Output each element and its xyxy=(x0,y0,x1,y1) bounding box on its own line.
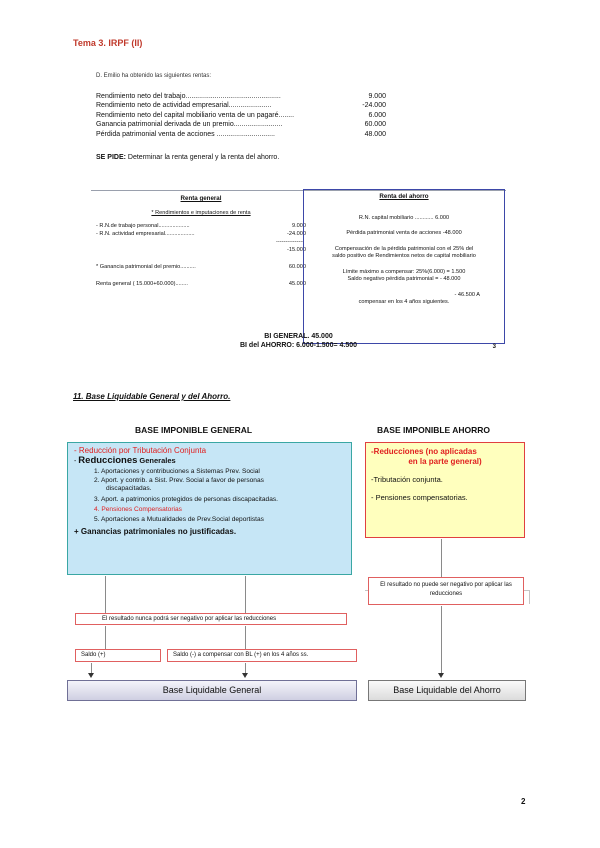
reduccion-item: 5. Aportaciones a Mutualidades de Prev.Social deportistas xyxy=(94,516,264,523)
exercise-summary xyxy=(91,332,506,350)
renta-general-row: - R.N.de trabajo personal.................... 9.000 xyxy=(96,223,306,229)
exercise-intro: D. Emilio ha obtenido las siguientes rentas: xyxy=(96,73,212,79)
renta-ahorro-line: Pérdida patrimonial venta de acciones -48.000 xyxy=(346,230,462,236)
renta-ahorro-line: Límite máximo a compensar: 25%(6.000) = 1.500 xyxy=(342,268,466,275)
note-ahorro-no-negativo: El resultado no puede ser negativo por aplicar las reducciones xyxy=(368,577,524,605)
reducciones-generales: - Reducciones Generales xyxy=(74,455,176,466)
arrow-down-icon xyxy=(438,673,444,678)
renta-general-ganancia: * Ganancia patrimonial del premio.......... 60.000 xyxy=(96,264,306,270)
arrow-down-icon xyxy=(88,673,94,678)
connector-line xyxy=(441,606,442,676)
renta-general-panel xyxy=(96,195,306,288)
ganancias-no-justificadas: + Ganancias patrimoniales no justificadas. xyxy=(74,527,237,536)
header-base-imponible-ahorro: BASE IMPONIBLE AHORRO xyxy=(377,425,491,435)
reduccion-item: 3. Aport. a patrimonios protegidos de personas discapacitadas. xyxy=(94,496,279,503)
general-box xyxy=(67,442,352,575)
connector-line xyxy=(105,626,106,649)
connector-line xyxy=(105,576,106,613)
exercise-question: SE PIDE: Determinar la renta general y la renta del ahorro. xyxy=(96,154,280,161)
renta-general-title: Renta general xyxy=(180,195,222,202)
reduccion-item: 4. Pensiones Compensatorias xyxy=(94,506,182,513)
renta-ahorro-line: Compensación de la pérdida patrimonial con el 25% del xyxy=(334,245,474,252)
header-base-imponible-general: BASE IMPONIBLE GENERAL xyxy=(135,425,253,435)
connector-line xyxy=(441,539,442,577)
income-line: Rendimiento neto del capital mobiliario venta de un pagaré........ 6.000 xyxy=(96,111,386,119)
note-general-no-negativo: El resultado nunca podrá ser negativo por aplicar las reducciones xyxy=(75,613,347,625)
renta-ahorro-panel xyxy=(303,189,505,344)
saldo-positivo: Saldo (+) xyxy=(75,649,161,662)
exercise-slide xyxy=(91,70,506,355)
income-line: Rendimiento neto de actividad empresarial...................... -24.000 xyxy=(96,102,386,110)
connector-line xyxy=(245,576,246,613)
renta-general-subtotal: -15.000 xyxy=(287,247,306,253)
renta-general-dashes: --------------- xyxy=(276,239,304,245)
exercise-income-list xyxy=(96,92,386,139)
renta-general-total: Renta general ( 15.000+60.000)........ 45.000 xyxy=(96,281,306,287)
ahorro-box xyxy=(365,442,525,538)
renta-ahorro-line: Saldo negativo pérdida patrimonial = - 48.000 xyxy=(347,276,461,282)
tributacion-conjunta: -Tributación conjunta. xyxy=(371,475,443,484)
reduccion-item: 2. Aport. y contrib. a Sist. Prev. Social a favor de personas xyxy=(94,477,264,484)
renta-ahorro-line: compensar en los 4 años siguientes. xyxy=(358,299,450,305)
base-liquidable-ahorro-box: Base Liquidable del Ahorro xyxy=(368,680,526,701)
slide-number: 3 xyxy=(492,344,496,350)
income-line: Ganancia patrimonial derivada de un premio......................... 60.000 xyxy=(96,121,386,129)
renta-general-row: - R.N. actividad empresarial................... -24.000 xyxy=(96,231,306,237)
bi-general: BI GENERAL. 45.000 xyxy=(264,333,333,340)
connector-line xyxy=(245,626,246,649)
base-liquidable-general-box: Base Liquidable General xyxy=(67,680,357,701)
reducciones-no-aplicadas: -Reducciones (no aplicadas xyxy=(371,447,477,456)
renta-ahorro-line: R.N. capital mobiliario ............ 6.000 xyxy=(358,214,450,221)
renta-ahorro-line: saldo positivo de Rendimientos netos de capital mobiliario xyxy=(332,253,476,259)
renta-ahorro-title: Renta del ahorro xyxy=(379,193,429,200)
saldo-negativo: Saldo (-) a compensar con BL (+) en los 4 años ss. xyxy=(167,649,357,662)
section-title: 11. Base Liquidable General y del Ahorro. xyxy=(73,392,231,401)
base-liquidable-diagram xyxy=(65,418,535,708)
reduccion-item-cont: discapacitadas. xyxy=(106,485,152,492)
pensiones-compensatorias: - Pensiones compensatorias. xyxy=(371,493,468,502)
renta-ahorro-line: - 46.500 A xyxy=(454,291,480,298)
renta-general-subtitle: * Rendimientos e imputaciones de renta xyxy=(151,210,251,216)
reduccion-item: 1. Aportaciones y contribuciones a Sistemas Prev. Social xyxy=(94,468,260,475)
header-title: Tema 3. IRPF (II) xyxy=(73,38,143,48)
arrow-down-icon xyxy=(242,673,248,678)
income-line: Rendimiento neto del trabajo................................................. 9.000 xyxy=(96,93,386,100)
reducciones-no-aplicadas-cont: en la parte general) xyxy=(408,457,482,466)
page-number: 2 xyxy=(521,797,526,806)
bi-ahorro: BI del AHORRO: 6.000-1.500= 4.500 xyxy=(239,342,358,349)
income-line: Pérdida patrimonial venta de acciones .............................. 48.000 xyxy=(96,130,386,138)
reduccion-tributacion-conjunta: - Reducción por Tributación Conjunta xyxy=(74,446,207,455)
